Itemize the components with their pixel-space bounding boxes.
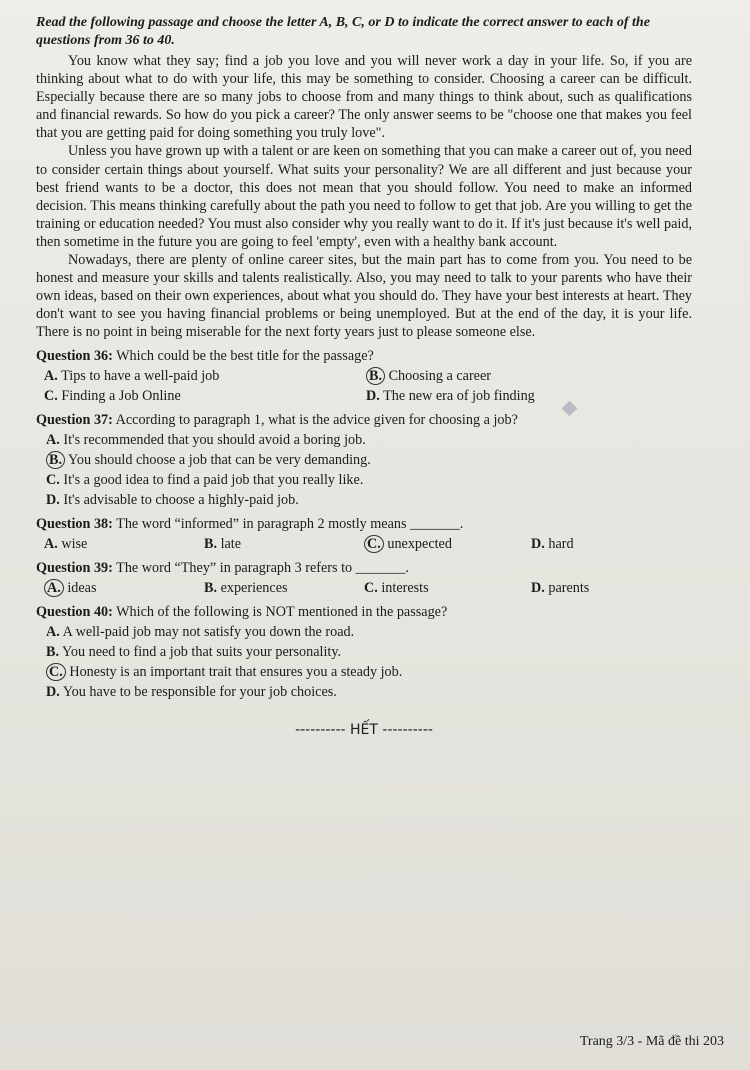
answer-option[interactable] (531, 534, 692, 554)
question-text: Which of the following is NOT mentioned in the passage? (116, 603, 448, 620)
question-stem (36, 558, 692, 578)
option-letter: C. (364, 579, 378, 596)
option-text: You need to find a job that suits your personality. (62, 643, 342, 660)
option-letter: B. (46, 643, 60, 660)
question-label: Question 36: (36, 347, 113, 364)
answer-option[interactable] (46, 682, 692, 702)
passage-paragraph-2: Unless you have grown up with a talent or are keen on something that you can make a career out of, you need to consider certain things about yourself. What suits your personality? We are all different and just because your best friend wants to be a doctor, this does not mean that you should follow. You need to make an informed decision. This means thinking carefully about the path you need to follow to get that job. Are you willing to get the training or education needed? You must also consider why you really want to do it. If it's just because it's well paid, then sometime in the future you are going to feel 'empty', even with a healthy bank account. (36, 143, 692, 250)
end-marker: ---------- HẾT ---------- (295, 721, 433, 738)
option-letter: A. (46, 623, 60, 640)
question-label: Question 40: (36, 603, 113, 620)
question-stem (36, 602, 692, 622)
option-letter: B. (204, 579, 218, 596)
option-text: parents (548, 579, 590, 596)
option-letter: B. (204, 535, 218, 552)
option-letter: D. (531, 535, 545, 552)
answer-options (46, 622, 692, 702)
passage-paragraph-1: You know what they say; find a job you love and you will never work a day in your life. So, if you are thinking about what to do with your life, this may be something to consider. Choosing a career can be difficult. Especially because there are so many jobs to choose from and many things to think about, such as qualifications and financial rewards. So how do you pick a career? The only answer seems to be "choose one that makes you feel that you are getting paid for doing something you truly love". (36, 53, 692, 142)
answer-option[interactable] (44, 578, 204, 598)
option-text: A well-paid job may not satisfy you down the road. (62, 623, 355, 640)
option-letter: B. (366, 367, 385, 385)
question-40 (36, 602, 692, 702)
option-text: hard (548, 535, 574, 552)
option-text: Choosing a career (388, 367, 491, 384)
answer-option[interactable] (204, 578, 364, 598)
option-text: Tips to have a well-paid job (61, 367, 220, 384)
option-letter: D. (531, 579, 545, 596)
question-text: According to paragraph 1, what is the advice given for choosing a job? (115, 411, 518, 428)
option-text: interests (381, 579, 429, 596)
answer-option[interactable] (46, 622, 692, 642)
answer-option[interactable] (366, 386, 692, 406)
option-letter: A. (44, 367, 58, 384)
option-letter: C. (44, 387, 58, 404)
answer-option[interactable] (204, 534, 364, 554)
option-text: You have to be responsible for your job choices. (62, 683, 337, 700)
question-37 (36, 410, 692, 510)
question-stem (36, 514, 692, 534)
passage (36, 52, 692, 342)
question-stem (36, 346, 692, 366)
option-text: It's advisable to choose a highly-paid job. (63, 491, 299, 508)
answer-option[interactable] (44, 366, 366, 386)
instructions: Read the following passage and choose the letter A, B, C, or D to indicate the correct answer to each of the questions from 36 to 40. (36, 15, 650, 48)
question-stem (36, 410, 692, 430)
question-label: Question 37: (36, 411, 113, 428)
option-text: You should choose a job that can be very demanding. (68, 451, 371, 468)
question-38 (36, 514, 692, 554)
answer-options (44, 366, 692, 406)
answer-option[interactable] (366, 366, 692, 386)
option-letter: C. (364, 535, 384, 553)
option-text: Finding a Job Online (61, 387, 181, 404)
answer-option[interactable] (531, 578, 692, 598)
answer-options (44, 578, 692, 598)
option-letter: B. (46, 451, 65, 469)
answer-option[interactable] (46, 470, 692, 490)
option-letter: D. (46, 491, 60, 508)
question-text: The word “They” in paragraph 3 refers to _______. (116, 559, 409, 576)
answer-option[interactable] (46, 662, 692, 682)
answer-option[interactable] (46, 430, 692, 450)
option-letter: C. (46, 663, 66, 681)
answer-option[interactable] (46, 642, 692, 662)
answer-options (46, 430, 692, 510)
question-36 (36, 346, 692, 406)
option-letter: A. (46, 431, 60, 448)
option-text: The new era of job finding (383, 387, 535, 404)
question-text: The word “informed” in paragraph 2 mostly means _______. (116, 515, 464, 532)
answer-option[interactable] (364, 534, 531, 554)
answer-option[interactable] (44, 386, 366, 406)
option-text: It's recommended that you should avoid a boring job. (63, 431, 366, 448)
question-list (36, 346, 692, 702)
option-letter: D. (366, 387, 380, 404)
option-text: It's a good idea to find a paid job that you really like. (63, 471, 364, 488)
option-text: ideas (67, 579, 97, 596)
answer-option[interactable] (46, 450, 692, 470)
answer-option[interactable] (44, 534, 204, 554)
passage-paragraph-3: Nowadays, there are plenty of online career sites, but the main part has to come from you. You need to be honest and measure your skills and talents realistically. Also, you may need to talk to your parents who have their own ideas, based on their own experiences, about what you should do. They have your best interests at heart. They don't want to see you having financial problems or being unemployed. But at the end of the day, it is your life. There is no point in being miserable for the next forty years just to please someone else. (36, 252, 692, 341)
option-text: Honesty is an important trait that ensures you a steady job. (69, 663, 403, 680)
option-letter: A. (44, 579, 64, 597)
answer-option[interactable] (46, 490, 692, 510)
question-text: Which could be the best title for the passage? (116, 347, 374, 364)
option-text: late (220, 535, 242, 552)
answer-options (44, 534, 692, 554)
question-39 (36, 558, 692, 598)
question-label: Question 39: (36, 559, 113, 576)
option-text: unexpected (387, 535, 452, 552)
answer-option[interactable] (364, 578, 531, 598)
question-label: Question 38: (36, 515, 113, 532)
page-footer: Trang 3/3 - Mã đề thi 203 (579, 1034, 724, 1049)
option-text: experiences (220, 579, 288, 596)
option-letter: D. (46, 683, 60, 700)
option-letter: A. (44, 535, 58, 552)
option-letter: C. (46, 471, 60, 488)
option-text: wise (61, 535, 88, 552)
